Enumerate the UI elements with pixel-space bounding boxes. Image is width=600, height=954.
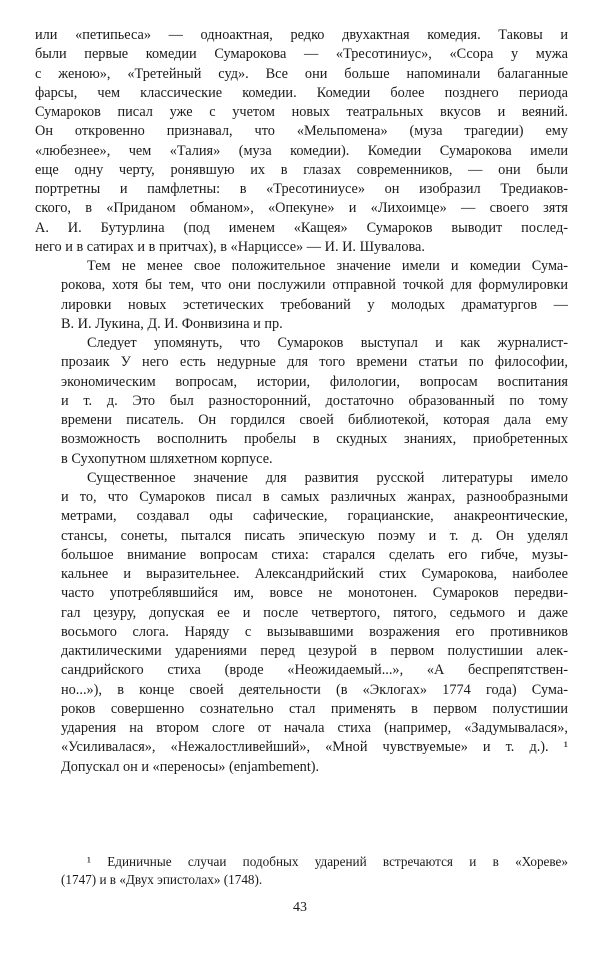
text-line: В. И. Лукина, Д. И. Фонвизина и пр.: [61, 315, 283, 332]
text-line: возможность восполнить пробелы в скудных знаниях, приобретенных: [61, 431, 568, 448]
text-line: Следует упомянуть, что Сумароков выступал и как журналист-: [87, 335, 568, 351]
text-line: гал цезуру, допуская ее и после четвертого, пятого, седьмого и даже: [61, 604, 568, 621]
text-line: Сумароков писал уже с учетом новых театральных вкусов и веяний.: [35, 104, 568, 120]
text-line: и то, что Сумароков писал в самых различных жанрах, разнообразными: [61, 489, 568, 505]
text-line: дактилическими ударениями перед цезурой в первом полустишии алек-: [61, 643, 568, 659]
text-line: Существенное значение для развития русской литературы имело: [87, 469, 568, 486]
page-body: [35, 26, 568, 777]
text-line: были первые комедии Сумарокова — «Тресотиниус», «Ссора у мужа: [35, 46, 568, 63]
text-line: ского, в «Приданом обманом», «Опекуне» и «Лихоимце» — своего зятя: [35, 200, 568, 217]
paragraph-2: [35, 257, 568, 334]
text-line: «Усиливалася», «Нежалостливейший», «Мной чувствуемые» и т. д.). ¹: [61, 739, 568, 756]
text-line: или «петипьеса» — одноактная, редко двухактная комедия. Таковы и: [35, 27, 568, 43]
text-line: экономическим вопросам, истории, филологии, вопросам воспитания: [61, 373, 568, 390]
footnote-line: (1747) и в «Двух эпистолах» (1748).: [61, 872, 263, 887]
text-line: «любезнее», чем «Талия» (муза комедии). Комедии Сумарокова имели: [35, 142, 568, 159]
text-line: ударения на втором слоге от начала стиха (например, «Задумывалася»,: [61, 720, 568, 736]
page-number: 43: [293, 900, 307, 915]
text-line: с женою», «Третейный суд». Все они больше напоминали балаганные: [35, 65, 568, 82]
footnote: [35, 853, 568, 889]
text-line: стансы, сонеты, пытался писать эпическую поэму и т. д. Он уделял: [61, 527, 568, 544]
text-line: Тем не менее свое положительное значение имели и комедии Сума-: [87, 258, 568, 274]
text-line: Допускал он и «переносы» (enjambement).: [61, 758, 320, 775]
footnote-text: [35, 853, 568, 889]
text-line: но...»), в конце своей деятельности (в «Эклогах» 1774 года) Сума-: [61, 681, 568, 698]
text-line: рокова, хотя бы тем, что они послужили отправной точкой для формулировки: [61, 277, 568, 294]
text-line: роков совершенно сознательно стал применять в первом полустишии: [61, 700, 568, 717]
text-line: сандрийского стиха (вроде «Неожидаемый...», «А беспрепятствен-: [61, 662, 568, 679]
paragraph-4: [35, 469, 568, 777]
text-line: фарсы, чем классические комедии. Комедии более позднего периода: [35, 84, 568, 101]
text-line: времени писатель. Он гордился своей библиотекой, которая дала ему: [61, 412, 568, 428]
text-line: кальнее и выразительнее. Александрийский стих Сумарокова, наиболее: [61, 566, 568, 582]
text-line: восьмого слога. Наряду с вызывавшими возражения его противников: [61, 623, 568, 640]
footnote-line: ¹ Единичные случаи подобных ударений встречаются и в «Хореве»: [87, 854, 568, 869]
text-line: часто употреблявшийся им, вовсе не монотонен. Сумароков передви-: [61, 585, 568, 602]
text-line: большое внимание вопросам стиха: старался сделать его гибче, музы-: [61, 546, 568, 563]
text-line: А. И. Бутурлина (под именем «Кащея» Сумароков выводит послед-: [35, 219, 568, 236]
text-line: и т. д. Это был разносторонний, достаточно образованный по тому: [61, 392, 568, 409]
text-line: лировки новых эстетических требований у молодых драматургов —: [61, 296, 568, 313]
paragraph-1: [35, 26, 568, 257]
text-line: портретны и памфлетны: в «Тресотиниусе» он изобразил Тредиаков-: [35, 181, 568, 197]
text-line: него и в сатирах и в притчах), в «Нарциссе» — И. И. Шувалова.: [35, 238, 425, 255]
text-line: Он откровенно признавал, что «Мельпомена» (муза трагедии) ему: [35, 123, 568, 140]
text-line: метрами, создавал оды сафические, горацианские, анакреонтические,: [61, 508, 568, 525]
paragraph-3: [35, 334, 568, 469]
text-line: прозаик У него есть недурные для того времени статьи по философии,: [61, 354, 568, 371]
text-line: в Сухопутном шляхетном корпусе.: [61, 450, 273, 467]
text-line: еще одну черту, ронявшую их в глазах современников, — они были: [35, 161, 568, 178]
